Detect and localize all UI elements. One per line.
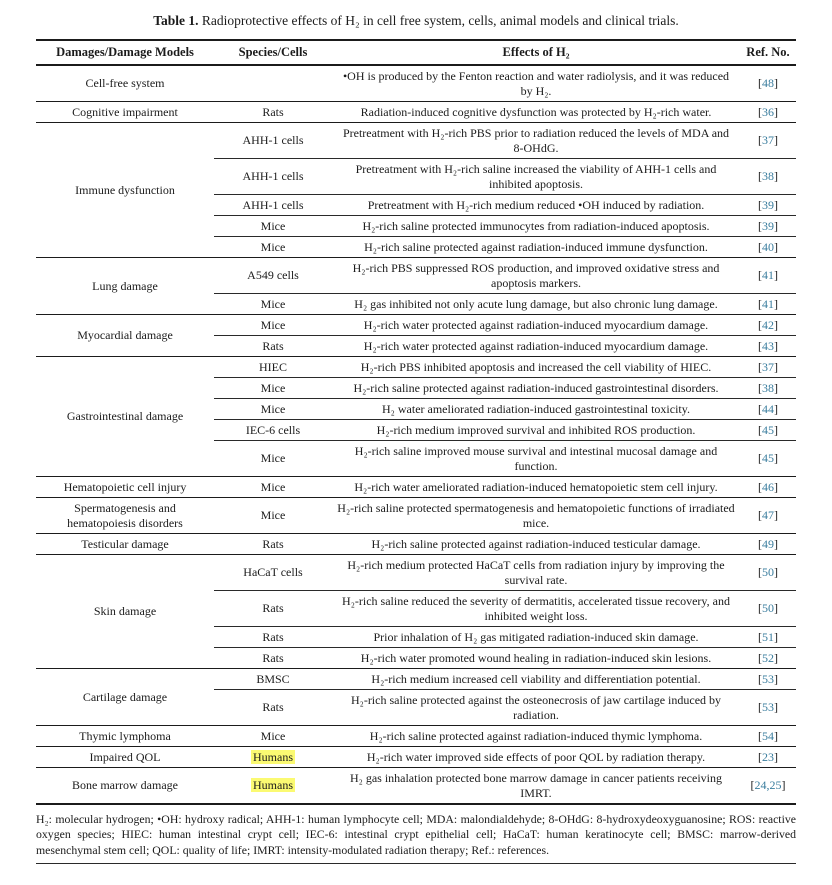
effects-cell: H₂-rich saline protected against radiation-induced immune dysfunction.	[332, 237, 740, 258]
reference-cell: [36]	[740, 102, 796, 123]
reference-cell: [50]	[740, 591, 796, 627]
species-cell	[214, 591, 332, 627]
species-cell	[214, 399, 332, 420]
reference-cell: [47]	[740, 498, 796, 534]
species-text: Rats	[262, 700, 284, 714]
effects-cell: H₂-rich medium improved survival and inhibited ROS production.	[332, 420, 740, 441]
species-text: Mice	[260, 317, 286, 332]
effects-cell: H₂-rich saline protected against radiation-induced testicular damage.	[332, 534, 740, 555]
reference-cell: [23]	[740, 747, 796, 768]
reference-cell: [52]	[740, 648, 796, 669]
reference-number-link[interactable]: 37	[762, 133, 774, 147]
reference-number-link[interactable]: 50	[762, 601, 774, 615]
species-cell	[214, 669, 332, 690]
species-text: Rats	[262, 601, 284, 615]
reference-number-link[interactable]: 39	[762, 197, 774, 212]
species-cell	[214, 357, 332, 378]
species-cell	[214, 237, 332, 258]
species-cell	[214, 378, 332, 399]
species-text: HIEC	[259, 359, 287, 374]
reference-number-link[interactable]: 40	[762, 239, 774, 254]
damage-model-cell: Myocardial damage	[36, 315, 214, 357]
table-row	[36, 768, 796, 805]
reference-number-link[interactable]: 53	[762, 700, 774, 714]
species-cell	[214, 216, 332, 237]
species-text-highlighted: Humans	[253, 778, 293, 792]
species-text: AHH-1 cells	[242, 133, 304, 147]
damage-model-cell: Gastrointestinal damage	[36, 357, 214, 477]
reference-cell: [43]	[740, 336, 796, 357]
reference-cell: [54]	[740, 726, 796, 747]
species-cell	[214, 534, 332, 555]
table-row	[36, 123, 796, 159]
species-cell	[214, 336, 332, 357]
species-cell	[214, 627, 332, 648]
species-text: Mice	[260, 728, 286, 743]
table-row	[36, 258, 796, 294]
table-caption-text: Radioprotective effects of H₂ in cell free system, cells, animal models and clinical trials.	[198, 13, 679, 28]
effects-cell: H₂-rich PBS inhibited apoptosis and increased the cell viability of HIEC.	[332, 357, 740, 378]
col-header-damage-models: Damages/Damage Models	[36, 40, 214, 65]
table-row	[36, 555, 796, 591]
reference-cell: [37]	[740, 357, 796, 378]
reference-number-link[interactable]: 43	[762, 338, 774, 353]
reference-number-link[interactable]: 42	[762, 317, 774, 332]
reference-number-link[interactable]: 54	[762, 728, 774, 743]
effects-cell: H₂ gas inhalation protected bone marrow damage in cancer patients receiving IMRT.	[332, 768, 740, 805]
effects-cell: Prior inhalation of H₂ gas mitigated radiation-induced skin damage.	[332, 627, 740, 648]
species-cell	[214, 65, 332, 102]
damage-model-cell: Testicular damage	[36, 534, 214, 555]
col-header-effects: Effects of H₂	[332, 40, 740, 65]
species-cell	[214, 648, 332, 669]
effects-cell: H₂ gas inhibited not only acute lung damage, but also chronic lung damage.	[332, 294, 740, 315]
effects-cell: Pretreatment with H₂-rich PBS prior to radiation reduced the levels of MDA and 8-OHdG.	[332, 123, 740, 159]
species-text: Rats	[262, 104, 284, 119]
effects-cell: H₂-rich water ameliorated radiation-induced hematopoietic stem cell injury.	[332, 477, 740, 498]
reference-number-link[interactable]: 24,25	[754, 778, 782, 792]
effects-cell: H₂-rich saline protected against the osteonecrosis of jaw cartilage induced by radiation.	[332, 690, 740, 726]
species-text: HaCaT cells	[243, 565, 303, 579]
species-text: Rats	[262, 536, 284, 551]
table-caption	[36, 12, 796, 30]
species-cell	[214, 690, 332, 726]
damage-model-cell: Cartilage damage	[36, 669, 214, 726]
effects-cell: H₂-rich water protected against radiation-induced myocardium damage.	[332, 315, 740, 336]
damage-model-cell: Immune dysfunction	[36, 123, 214, 258]
species-text: Mice	[260, 296, 286, 311]
effects-cell: Pretreatment with H₂-rich saline increased the viability of AHH-1 cells and inhibited apoptosis.	[332, 159, 740, 195]
damage-model-cell: Cell-free system	[36, 65, 214, 102]
reference-cell: [39]	[740, 195, 796, 216]
reference-number-link[interactable]: 38	[762, 169, 774, 183]
reference-cell: [46]	[740, 477, 796, 498]
species-cell	[214, 315, 332, 336]
effects-cell: H₂-rich saline protected immunocytes from radiation-induced apoptosis.	[332, 216, 740, 237]
reference-cell: [41]	[740, 258, 796, 294]
table-footnote: H₂: molecular hydrogen; •OH: hydroxy radical; AHH-1: human lymphocyte cell; MDA: malondialdehyde; 8-OHdG: 8-hydroxydeoxyguanosine; ROS: reactive oxygen species; HIEC: human intestinal crypt cell; IEC-6: intestinal crypt epithelial cell; HaCaT: human keratinocyte cell; BMSC: marrow-derived mesenchymal stem cell; QOL: quality of life; IMRT: intensity-modulated radiation therapy; Ref.: references.	[36, 812, 796, 857]
reference-number-link[interactable]: 36	[762, 104, 774, 119]
table-caption-label: Table 1.	[153, 13, 199, 28]
effects-cell: H₂ water ameliorated radiation-induced gastrointestinal toxicity.	[332, 399, 740, 420]
species-text: Mice	[260, 451, 286, 465]
table-row	[36, 498, 796, 534]
reference-cell: [53]	[740, 669, 796, 690]
table-row	[36, 534, 796, 555]
reference-cell: [45]	[740, 441, 796, 477]
species-text: BMSC	[256, 671, 290, 686]
species-cell	[214, 159, 332, 195]
effects-cell: H₂-rich medium protected HaCaT cells from radiation injury by improving the survival rate.	[332, 555, 740, 591]
species-cell	[214, 123, 332, 159]
reference-number-link[interactable]: 51	[762, 629, 774, 644]
reference-number-link[interactable]: 46	[762, 479, 774, 494]
species-cell	[214, 102, 332, 123]
header-row	[36, 40, 796, 65]
table-row	[36, 315, 796, 336]
reference-number-link[interactable]: 48	[762, 76, 774, 90]
species-text: Mice	[260, 239, 286, 254]
damage-model-cell: Thymic lymphoma	[36, 726, 214, 747]
species-cell	[214, 555, 332, 591]
reference-cell: [45]	[740, 420, 796, 441]
table-header	[36, 40, 796, 65]
reference-number-link[interactable]: 38	[762, 380, 774, 395]
species-text: Mice	[260, 401, 286, 416]
species-text: Mice	[260, 218, 286, 233]
effects-cell: •OH is produced by the Fenton reaction and water radiolysis, and it was reduced by H₂.	[332, 65, 740, 102]
species-text: Rats	[262, 338, 284, 353]
damage-model-cell: Impaired QOL	[36, 747, 214, 768]
reference-cell: [38]	[740, 378, 796, 399]
radioprotective-effects-table	[36, 39, 796, 805]
reference-cell: [42]	[740, 315, 796, 336]
table-row	[36, 65, 796, 102]
species-text: IEC-6 cells	[245, 422, 301, 437]
col-header-species-cells: Species/Cells	[214, 40, 332, 65]
damage-model-cell: Hematopoietic cell injury	[36, 477, 214, 498]
table-body	[36, 65, 796, 804]
effects-cell: H₂-rich water protected against radiation-induced myocardium damage.	[332, 336, 740, 357]
reference-number-link[interactable]: 52	[762, 650, 774, 665]
reference-number-link[interactable]: 23	[762, 749, 774, 764]
species-cell	[214, 768, 332, 805]
effects-cell: H₂-rich saline protected spermatogenesis and hematopoietic functions of irradiated mice.	[332, 498, 740, 534]
effects-cell: H₂-rich water promoted wound healing in radiation-induced skin lesions.	[332, 648, 740, 669]
species-cell	[214, 258, 332, 294]
reference-cell: [37]	[740, 123, 796, 159]
table-row	[36, 477, 796, 498]
reference-cell: [40]	[740, 237, 796, 258]
effects-cell: H₂-rich PBS suppressed ROS production, and improved oxidative stress and apoptosis markers.	[332, 258, 740, 294]
reference-number-link[interactable]: 53	[762, 671, 774, 686]
species-text: Mice	[260, 380, 286, 395]
species-text: AHH-1 cells	[242, 169, 304, 183]
effects-cell: H₂-rich saline protected against radiation-induced gastrointestinal disorders.	[332, 378, 740, 399]
species-cell	[214, 747, 332, 768]
effects-cell: H₂-rich saline protected against radiation-induced thymic lymphoma.	[332, 726, 740, 747]
reference-number-link[interactable]: 39	[762, 218, 774, 233]
reference-cell: [44]	[740, 399, 796, 420]
damage-model-cell: Spermatogenesis and hematopoiesis disorders	[36, 498, 214, 534]
reference-number-link[interactable]: 41	[762, 268, 774, 282]
species-text: Mice	[260, 479, 286, 494]
effects-cell: H₂-rich saline improved mouse survival and intestinal mucosal damage and function.	[332, 441, 740, 477]
reference-number-link[interactable]: 47	[762, 508, 774, 522]
species-cell	[214, 441, 332, 477]
reference-cell: [41]	[740, 294, 796, 315]
col-header-ref-no: Ref. No.	[740, 40, 796, 65]
table-row	[36, 357, 796, 378]
damage-model-cell: Lung damage	[36, 258, 214, 315]
reference-number-link[interactable]: 49	[762, 536, 774, 551]
species-text: Rats	[262, 629, 284, 644]
species-cell	[214, 195, 332, 216]
reference-cell: [50]	[740, 555, 796, 591]
damage-model-cell: Skin damage	[36, 555, 214, 669]
reference-cell: [48]	[740, 65, 796, 102]
reference-cell: [39]	[740, 216, 796, 237]
effects-cell: Radiation-induced cognitive dysfunction was protected by H₂-rich water.	[332, 102, 740, 123]
effects-cell: H₂-rich saline reduced the severity of dermatitis, accelerated tissue recovery, and inhibited weight loss.	[332, 591, 740, 627]
reference-cell: [51]	[740, 627, 796, 648]
reference-number-link[interactable]: 45	[762, 422, 774, 437]
species-text: Mice	[260, 508, 286, 522]
effects-cell: Pretreatment with H₂-rich medium reduced •OH induced by radiation.	[332, 195, 740, 216]
table-row	[36, 726, 796, 747]
reference-cell: [53]	[740, 690, 796, 726]
footnote-bottom-rule	[36, 863, 796, 864]
reference-number-link[interactable]: 50	[762, 565, 774, 579]
reference-number-link[interactable]: 37	[762, 359, 774, 374]
damage-model-cell: Cognitive impairment	[36, 102, 214, 123]
reference-number-link[interactable]: 44	[762, 401, 774, 416]
species-cell	[214, 477, 332, 498]
species-cell	[214, 420, 332, 441]
species-text: A549 cells	[247, 268, 299, 282]
species-cell	[214, 294, 332, 315]
damage-model-cell: Bone marrow damage	[36, 768, 214, 805]
reference-cell: [49]	[740, 534, 796, 555]
species-text-highlighted: Humans	[253, 749, 293, 764]
species-text: AHH-1 cells	[242, 197, 304, 212]
reference-number-link[interactable]: 41	[762, 296, 774, 311]
table-row	[36, 102, 796, 123]
species-cell	[214, 726, 332, 747]
table-row	[36, 669, 796, 690]
reference-cell: [24,25]	[740, 768, 796, 805]
reference-cell: [38]	[740, 159, 796, 195]
species-cell	[214, 498, 332, 534]
reference-number-link[interactable]: 45	[762, 451, 774, 465]
species-text: Rats	[262, 650, 284, 665]
effects-cell: H₂-rich medium increased cell viability and differentiation potential.	[332, 669, 740, 690]
table-row	[36, 747, 796, 768]
effects-cell: H₂-rich water improved side effects of poor QOL by radiation therapy.	[332, 747, 740, 768]
